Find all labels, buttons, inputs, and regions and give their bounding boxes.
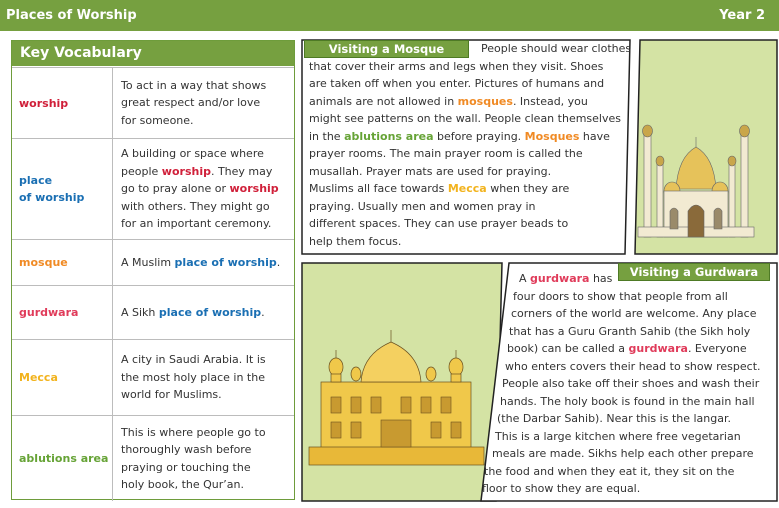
- gurdwara-text-segment: floor to show they are equal.: [482, 482, 641, 495]
- vocab-row: [12, 415, 294, 501]
- vocab-definition-segment: A Sikh: [121, 305, 159, 319]
- mosque-text-line: [309, 180, 629, 198]
- vocab-row: [12, 239, 294, 285]
- vocab-definition-line: [121, 441, 288, 459]
- mosque-text-segment: musallah. Prayer mats are used for praying.: [309, 164, 552, 178]
- vocab-definition-segment: holy book, the Qur’an.: [121, 478, 244, 491]
- vocab-definition-line: [121, 77, 288, 95]
- vocab-definition: [113, 139, 294, 239]
- vocab-term-line: worship: [19, 96, 69, 110]
- vocab-definition-segment: people: [121, 164, 162, 178]
- mosque-text-line: [309, 145, 629, 163]
- mosque-text-line: [309, 93, 629, 111]
- mosque-text-segment: . Instead, you: [512, 94, 588, 108]
- vocab-definition-segment: A Muslim: [121, 255, 175, 269]
- vocab-definition: [113, 340, 294, 415]
- vocab-definition-line: [121, 198, 288, 216]
- gurdwara-illustration: [301, 262, 503, 502]
- vocab-definition-segment: for an important ceremony.: [121, 217, 272, 231]
- header-bar: [0, 0, 779, 31]
- gurdwara-text-line: [480, 410, 777, 428]
- mosque-text-segment: mosques: [457, 94, 513, 108]
- vocab-definition-segment: To act in a way that shows: [121, 78, 267, 92]
- mosque-text-line: [309, 128, 629, 146]
- mosque-text-segment: help them focus.: [309, 234, 402, 248]
- vocab-definition-segment: place of worship: [158, 305, 262, 319]
- vocab-definition-segment: .: [261, 305, 265, 319]
- vocab-term: [12, 416, 113, 501]
- vocab-definition-segment: the most holy place in the: [121, 370, 265, 384]
- vocab-definition-line: [121, 163, 288, 181]
- gurdwara-text-line: [480, 305, 777, 323]
- vocab-definition-segment: This is where people go to: [121, 425, 266, 439]
- vocab-term-line: Mecca: [19, 371, 58, 384]
- mosque-text-segment: that cover their arms and legs when they visit. Shoes: [309, 59, 604, 73]
- vocab-definition-segment: A city in Saudi Arabia. It is: [121, 353, 266, 367]
- vocab-row: [12, 67, 294, 138]
- vocab-definition-line: [121, 112, 288, 130]
- mosque-text-segment: different spaces. They can use prayer beads to: [309, 217, 569, 230]
- gurdwara-text-line: [480, 463, 777, 481]
- mosque-picture-panel: [632, 39, 778, 255]
- mosque-text-line: [309, 110, 629, 128]
- mosque-illustration: [632, 39, 778, 255]
- gurdwara-panel-title: Visiting a Gurdwara: [618, 263, 770, 281]
- gurdwara-text-segment: meals are made. Sikhs help each other prepare: [492, 447, 754, 460]
- mosque-text-segment: Muslims all face towards: [309, 182, 448, 195]
- vocab-term-line: of worship: [19, 191, 85, 204]
- vocab-row: [12, 285, 294, 339]
- key-vocabulary-table: [11, 40, 295, 500]
- gurdwara-text-segment: book) can be called a: [507, 342, 629, 355]
- gurdwara-text-segment: that has a Guru Granth Sahib (the Sikh holy: [509, 324, 751, 338]
- vocab-term: [12, 340, 113, 415]
- mosque-text-segment: animals are not allowed in: [309, 94, 458, 108]
- vocab-term: [12, 240, 113, 285]
- mosque-panel: [301, 39, 631, 255]
- vocab-definition-segment: place of worship: [174, 255, 277, 269]
- gurdwara-text-segment: A: [519, 272, 531, 285]
- vocab-definition-line: [121, 351, 288, 369]
- mosque-text-segment: before praying.: [433, 129, 525, 143]
- vocab-definition-segment: A building or space where: [121, 147, 264, 161]
- gurdwara-text-segment: the food and when they eat it, they sit on the: [484, 464, 735, 478]
- vocab-term-line: mosque: [19, 256, 68, 269]
- vocab-definition-segment: praying or touching the: [121, 460, 251, 474]
- key-vocabulary-heading: Key Vocabulary: [12, 41, 294, 66]
- gurdwara-text-segment: This is a large kitchen where free vegetarian: [495, 429, 741, 443]
- gurdwara-text-line: [480, 393, 777, 411]
- mosque-text-segment: are taken off when you enter. Pictures of humans and: [309, 77, 605, 90]
- gurdwara-text-line: [480, 445, 777, 463]
- vocab-definition: [113, 416, 294, 501]
- mosque-text-segment: might see patterns on the wall. People clean themselves: [309, 112, 621, 125]
- gurdwara-text-segment: has: [589, 272, 613, 285]
- gurdwara-text-line: [480, 480, 777, 498]
- vocab-definition-segment: world for Muslims.: [121, 388, 222, 402]
- mosque-text-line: [309, 198, 629, 216]
- vocab-row: [12, 138, 294, 239]
- year-label: Year 2: [719, 8, 765, 23]
- vocab-term-line: gurdwara: [19, 306, 79, 319]
- vocab-definition-segment: . They may: [210, 164, 273, 178]
- vocab-definition: [113, 68, 294, 138]
- mosque-text-segment: Mosques: [524, 129, 580, 143]
- vocab-definition-segment: thoroughly wash before: [121, 443, 252, 456]
- vocab-definition-line: [121, 476, 288, 494]
- vocab-definition-line: [121, 145, 288, 163]
- vocab-definition-line: [121, 94, 288, 112]
- mosque-text-segment: prayer rooms. The main prayer room is called the: [309, 147, 583, 160]
- gurdwara-text-segment: four doors to show that people from all: [513, 289, 728, 303]
- mosque-text-segment: ablutions area: [344, 129, 434, 143]
- mosque-text-segment: in the: [309, 129, 345, 143]
- vocab-definition-line: [121, 424, 288, 442]
- mosque-text-line: [309, 58, 629, 76]
- mosque-text-line: [309, 75, 629, 93]
- mosque-text-line: [309, 163, 629, 181]
- vocab-definition: [113, 286, 294, 339]
- vocab-definition-line: [121, 254, 288, 272]
- gurdwara-picture-panel: [301, 262, 503, 502]
- gurdwara-text-segment: . Everyone: [687, 342, 747, 355]
- vocab-term: [12, 139, 113, 239]
- mosque-panel-title: Visiting a Mosque: [304, 40, 469, 58]
- gurdwara-text-segment: who enters covers their head to show respect.: [505, 359, 761, 373]
- vocab-definition-segment: with others. They might go: [121, 199, 270, 213]
- gurdwara-panel-text: [480, 270, 777, 498]
- gurdwara-text-line: [480, 375, 777, 393]
- vocab-definition-segment: great respect and/or love: [121, 96, 261, 110]
- gurdwara-text-line: [480, 428, 777, 446]
- vocab-definition-segment: .: [276, 255, 281, 269]
- vocab-definition-line: [121, 180, 288, 198]
- gurdwara-text-segment: hands. The holy book is found in the main hall: [500, 394, 755, 408]
- vocab-definition-line: [121, 386, 288, 404]
- mosque-text-segment: when they are: [486, 182, 570, 195]
- gurdwara-text-segment: gurdwara: [530, 272, 590, 285]
- vocab-definition: [113, 240, 294, 285]
- vocab-row: [12, 339, 294, 415]
- gurdwara-text-line: [480, 358, 777, 376]
- vocab-definition-segment: worship: [161, 164, 211, 178]
- vocab-definition-segment: go to pray alone or: [121, 182, 230, 196]
- vocab-definition-line: [121, 215, 288, 233]
- mosque-text-segment: Mecca: [447, 182, 487, 195]
- vocab-definition-segment: worship: [229, 182, 279, 196]
- gurdwara-text-segment: (the Darbar Sahib). Near this is the langar.: [497, 412, 731, 425]
- gurdwara-text-segment: gurdwara: [628, 342, 688, 355]
- mosque-text-segment: praying. Usually men and women pray in: [309, 199, 536, 213]
- vocab-term: [12, 68, 113, 138]
- vocab-term-line: ablutions area: [19, 452, 109, 465]
- gurdwara-panel: [480, 262, 778, 502]
- vocab-definition-segment: for someone.: [121, 113, 194, 127]
- mosque-text-segment: People should wear clothes: [481, 42, 632, 55]
- gurdwara-text-line: [480, 340, 777, 358]
- mosque-panel-text: [309, 40, 632, 250]
- vocab-definition-line: [121, 369, 288, 387]
- gurdwara-text-line: [480, 270, 777, 288]
- gurdwara-text-line: [480, 288, 777, 306]
- page-title: Places of Worship: [6, 8, 137, 23]
- mosque-text-line: [309, 215, 629, 233]
- gurdwara-text-segment: People also take off their shoes and wash their: [502, 377, 760, 390]
- mosque-text-line: [309, 40, 632, 58]
- gurdwara-text-line: [480, 323, 777, 341]
- vocab-definition-line: [121, 304, 288, 322]
- mosque-text-line: [309, 233, 629, 251]
- vocab-term: [12, 286, 113, 339]
- vocab-definition-line: [121, 459, 288, 477]
- gurdwara-text-segment: corners of the world are welcome. Any place: [511, 307, 757, 320]
- vocab-term-line: place: [19, 174, 53, 187]
- mosque-text-segment: have: [579, 129, 610, 143]
